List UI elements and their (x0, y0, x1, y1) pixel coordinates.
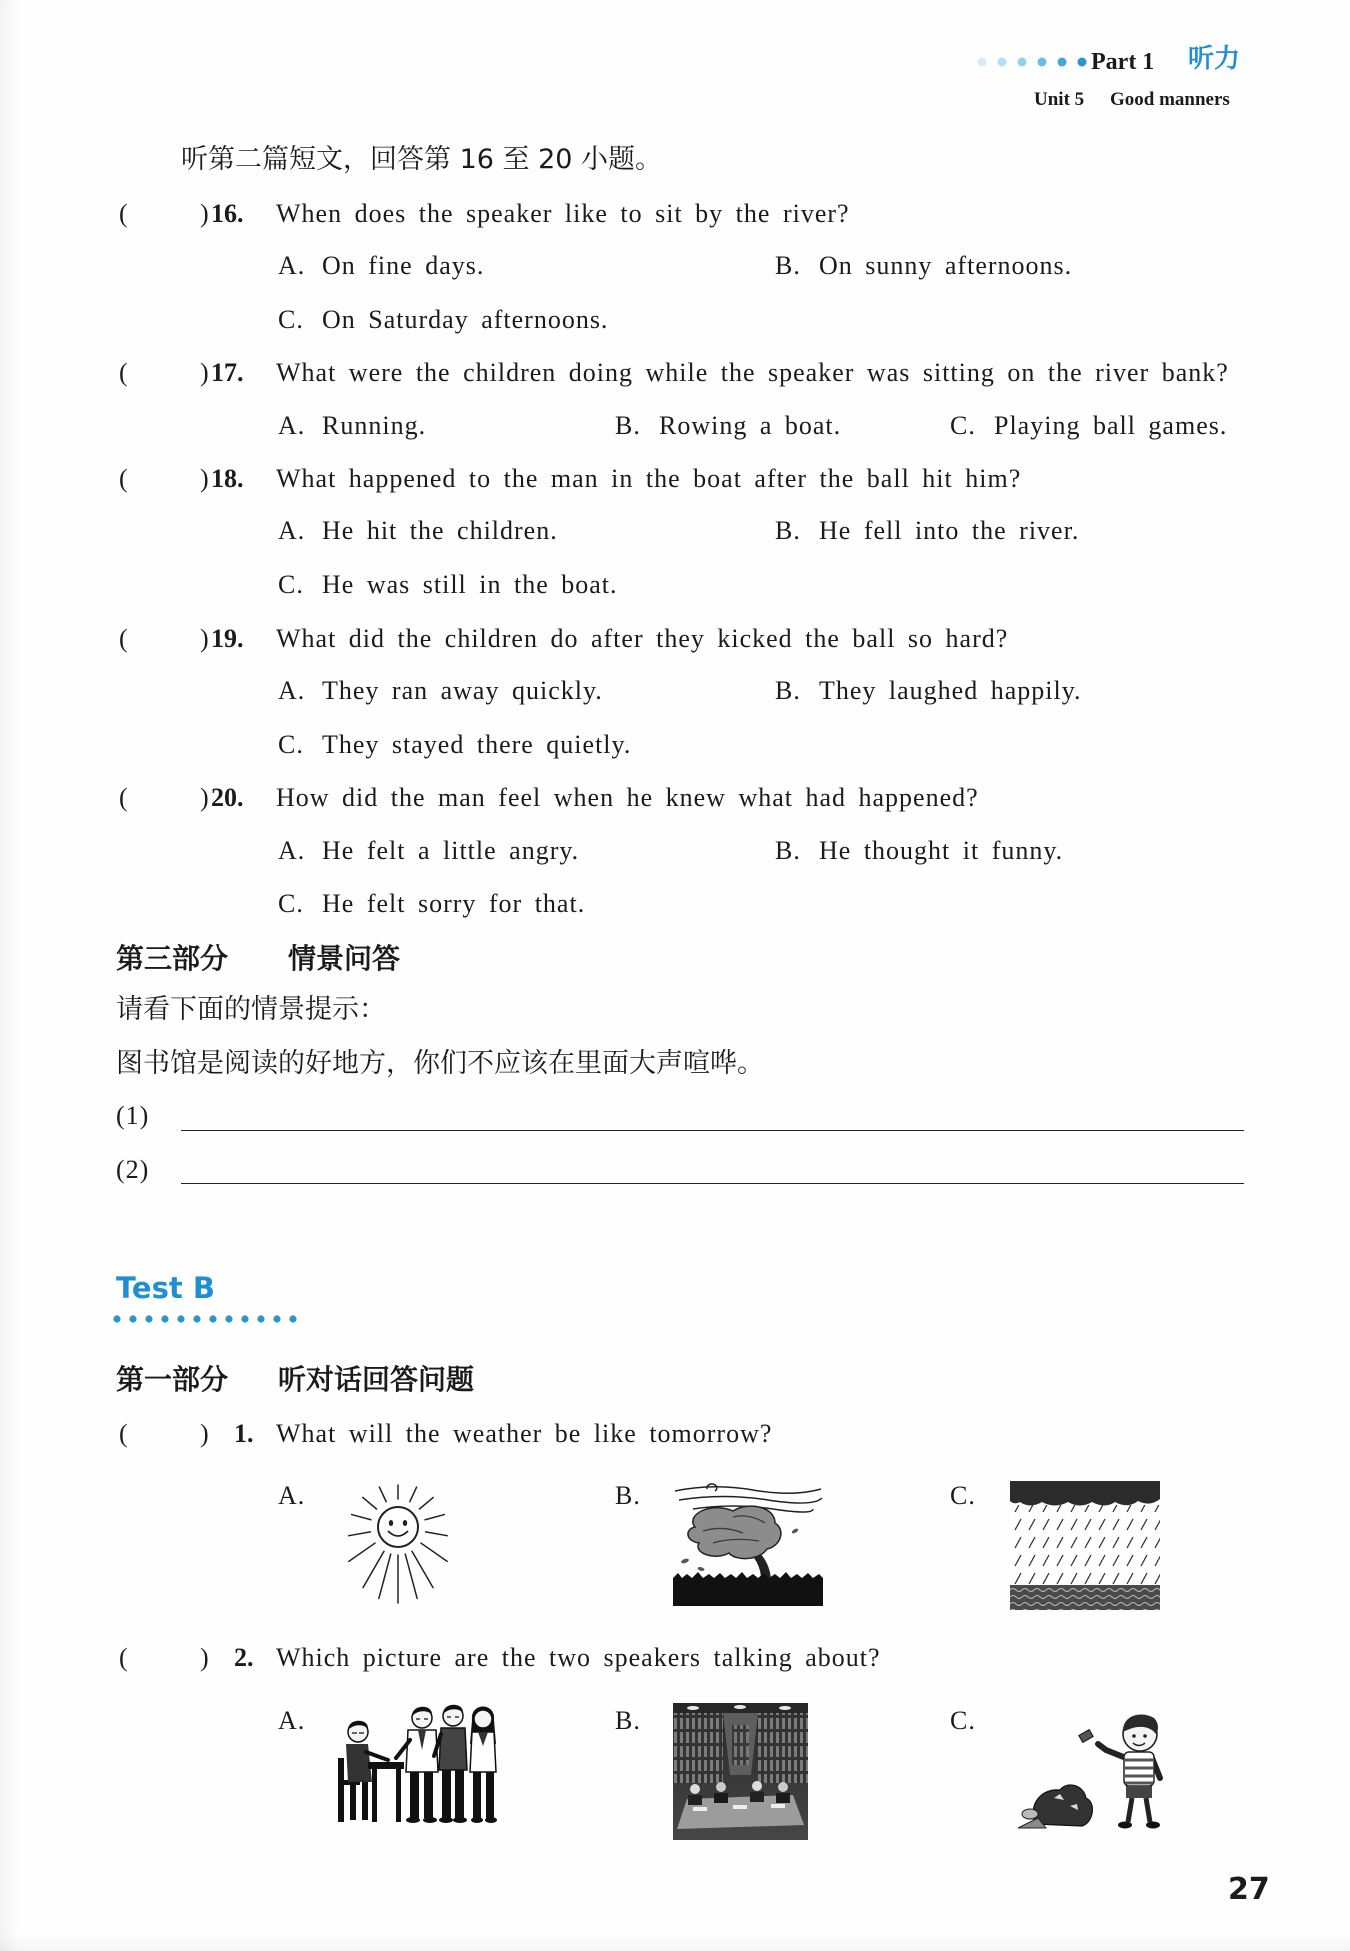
option-letter: B. (775, 836, 801, 865)
question-18-options-2 (0, 569, 1350, 601)
option-text: They stayed there quietly. (322, 730, 632, 759)
question-number: 19. (211, 624, 244, 653)
test-b-part1-title: 听对话回答问题 (278, 1363, 475, 1396)
option-a (278, 250, 484, 282)
part-label: Part 1 (1091, 49, 1155, 75)
option-text: He felt a little angry. (322, 836, 580, 865)
option-c (278, 569, 618, 601)
question-number: 17. (211, 358, 244, 387)
question-text: What happened to the man in the boat after the ball hit him? (276, 464, 1022, 493)
test-b-part1-heading: 第一部分 (116, 1363, 229, 1396)
boy (1098, 1714, 1160, 1828)
question-number: 18. (211, 464, 244, 493)
unit-topic: Good manners (1110, 89, 1230, 110)
option-letter: C. (278, 730, 304, 759)
answer-blank-open: ( (119, 464, 129, 493)
picture-label-b: B. (615, 1706, 641, 1735)
question-text: How did the man feel when he knew what had happened? (276, 783, 979, 812)
part3-title: 情景问答 (288, 942, 401, 975)
option-letter: A. (278, 676, 306, 705)
option-text: On Saturday afternoons. (322, 305, 609, 334)
test-b-title: Test B (116, 1271, 215, 1305)
option-letter: C. (950, 411, 976, 440)
answer-blank-open: ( (119, 783, 129, 812)
answer-line-label-2: (2) (116, 1155, 150, 1184)
option-b (615, 410, 841, 442)
rainy-weather-icon (1010, 1481, 1160, 1610)
option-text: On sunny afternoons. (819, 251, 1073, 280)
option-text: Rowing a boat. (659, 411, 842, 440)
question-text: When does the speaker like to sit by the river? (276, 199, 850, 228)
picture-label-c: C. (950, 1706, 976, 1735)
rubbish-pile (1018, 1785, 1092, 1828)
answer-line-1 (181, 1130, 1244, 1131)
option-text: On fine days. (322, 251, 485, 280)
rain-drops (1010, 1505, 1160, 1585)
picture-label-c: C. (950, 1481, 976, 1510)
option-text: He felt sorry for that. (322, 889, 586, 918)
question-number: 1. (234, 1419, 254, 1448)
question-text: Which picture are the two speakers talking about? (276, 1643, 881, 1672)
option-c (278, 304, 608, 336)
page-number: 27 (1228, 1872, 1270, 1907)
picture-label-b: B. (615, 1481, 641, 1510)
part3-prompt: 图书馆是阅读的好地方，你们不应该在里面大声喧哗。 (116, 1048, 764, 1079)
answer-blank-open: ( (119, 199, 129, 228)
question-20-options-2 (0, 888, 1350, 920)
question-19-options-2 (0, 729, 1350, 761)
option-letter: A. (278, 836, 306, 865)
option-b (775, 675, 1082, 707)
answer-blank-close: ) (200, 624, 210, 653)
option-text: They laughed happily. (819, 676, 1082, 705)
answer-blank-open: ( (119, 1643, 129, 1672)
question-number: 2. (234, 1643, 254, 1672)
answer-blank-open: ( (119, 358, 129, 387)
option-letter: C. (278, 889, 304, 918)
option-b (775, 835, 1063, 867)
option-a (278, 410, 426, 442)
option-a (278, 515, 558, 547)
question-text: What were the children doing while the speaker was sitting on the river bank? (276, 358, 1229, 387)
question-19-options (0, 675, 1350, 707)
option-letter: B. (775, 516, 801, 545)
picture-label-a: A. (278, 1481, 306, 1510)
answer-blank-close: ) (200, 783, 210, 812)
question-16 (0, 198, 1350, 230)
option-a (278, 675, 603, 707)
question-18 (0, 463, 1350, 495)
test-b-dots-decoration (112, 1313, 298, 1325)
answer-blank-close: ) (200, 1643, 210, 1672)
option-letter: A. (278, 411, 306, 440)
thrown-can (1079, 1730, 1093, 1743)
ground (673, 1572, 823, 1606)
answer-blank-close: ) (200, 199, 210, 228)
option-b (775, 515, 1079, 547)
seated-person (338, 1721, 388, 1822)
question-17 (0, 357, 1350, 389)
answer-blank-open: ( (119, 1419, 129, 1448)
option-text: He hit the children. (322, 516, 558, 545)
library-photo-icon (673, 1703, 808, 1840)
part3-prompt-label: 请看下面的情景提示： (116, 994, 386, 1025)
section-label: 听力 (1188, 44, 1241, 74)
test-b-question-2 (0, 1642, 1350, 1674)
sunny-weather-icon (340, 1481, 456, 1605)
bookshelves (673, 1713, 808, 1783)
students-talking-icon (338, 1700, 519, 1825)
standing-person-3 (470, 1707, 497, 1824)
answer-blank-close: ) (200, 464, 210, 493)
unit-label: Unit 5 (1034, 89, 1085, 110)
desk (368, 1762, 404, 1822)
question-number: 16. (211, 199, 244, 228)
windy-weather-icon (673, 1481, 823, 1606)
option-letter: A. (278, 251, 306, 280)
question-16-options (0, 250, 1350, 282)
option-letter: B. (775, 676, 801, 705)
answer-blank-open: ( (119, 624, 129, 653)
passage-instruction: 听第二篇短文，回答第 16 至 20 小题。 (181, 144, 663, 175)
option-c (950, 410, 1227, 442)
option-text: Playing ball games. (994, 411, 1228, 440)
test-b-question-1 (0, 1418, 1350, 1450)
picture-label-a: A. (278, 1706, 306, 1735)
option-letter: B. (615, 411, 641, 440)
option-c (278, 888, 585, 920)
option-a (278, 835, 579, 867)
question-20-options (0, 835, 1350, 867)
question-16-options-2 (0, 304, 1350, 336)
standing-person-2 (434, 1705, 467, 1823)
question-20 (0, 782, 1350, 814)
answer-blank-close: ) (200, 358, 210, 387)
option-text: He thought it funny. (819, 836, 1064, 865)
option-text: Running. (322, 411, 427, 440)
question-number: 20. (211, 783, 244, 812)
option-text: He fell into the river. (819, 516, 1080, 545)
header-dots-decoration (976, 55, 1088, 69)
sun-face (378, 1507, 418, 1547)
rain-cloud (1010, 1481, 1160, 1506)
option-text: They ran away quickly. (322, 676, 603, 705)
question-18-options (0, 515, 1350, 547)
part3-heading: 第三部分 (116, 942, 229, 975)
question-text: What will the weather be like tomorrow? (276, 1419, 773, 1448)
question-17-options (0, 410, 1350, 442)
answer-line-2 (181, 1183, 1244, 1184)
option-letter: C. (278, 570, 304, 599)
answer-blank-close: ) (200, 1419, 210, 1448)
option-b (775, 250, 1072, 282)
answer-line-label-1: (1) (116, 1101, 150, 1130)
option-text: He was still in the boat. (322, 570, 618, 599)
boy-throwing-rubbish-icon (1010, 1706, 1175, 1835)
option-letter: C. (278, 305, 304, 334)
option-c (278, 729, 631, 761)
option-letter: A. (278, 516, 306, 545)
question-text: What did the children do after they kicked the ball so hard? (276, 624, 1009, 653)
option-letter: B. (775, 251, 801, 280)
question-19 (0, 623, 1350, 655)
